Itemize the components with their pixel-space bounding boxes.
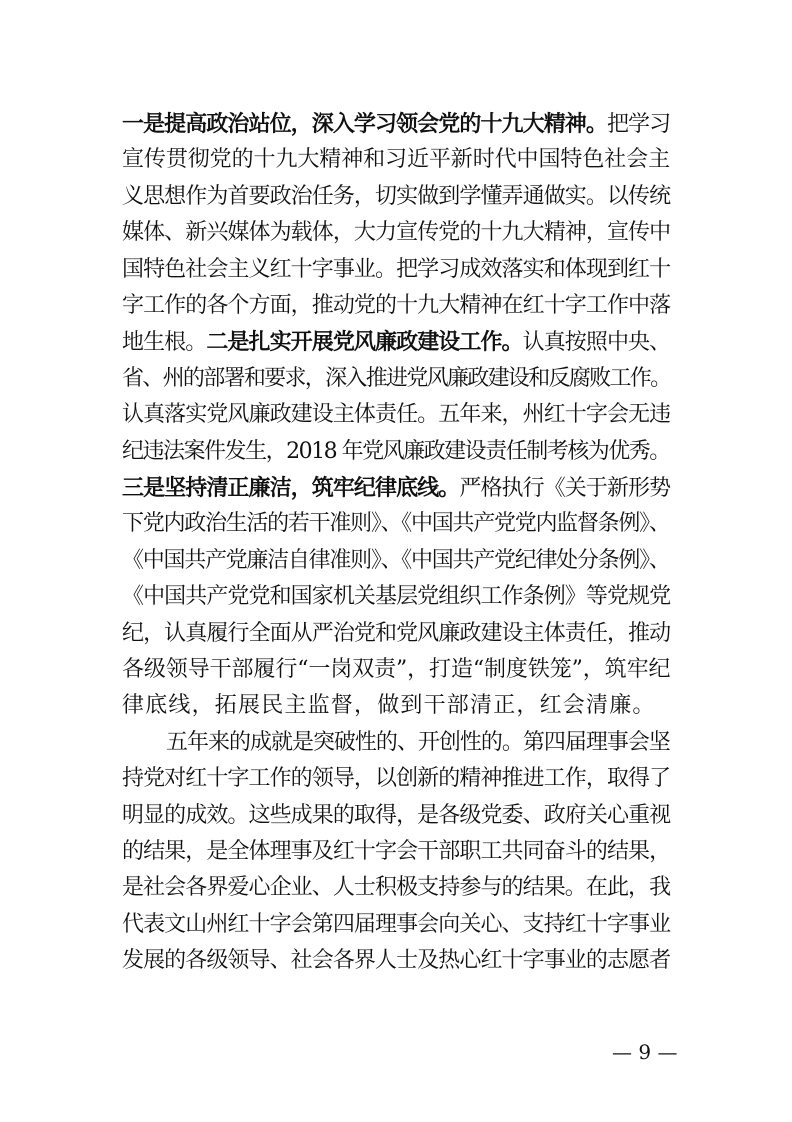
body-text-segment: 的结果，是全体理事及红十字会干部职工共同奋斗的结果， xyxy=(122,839,671,864)
body-text-segment: 《中国共产党廉洁自律准则》、《中国共产党纪律处分条例》、 xyxy=(122,547,670,573)
text-line xyxy=(122,688,670,724)
bold-heading-text: 二是扎实开展党风廉政建设工作。 xyxy=(206,329,523,356)
body-text-segment: 纪违法案件发生，2018 年党风廉政建设责任制考核为优秀。 xyxy=(122,438,670,464)
text-line xyxy=(122,543,670,579)
text-line xyxy=(122,142,670,178)
text-line xyxy=(122,798,670,834)
text-line xyxy=(122,288,670,324)
body-text-segment: 《中国共产党党和国家机关基层党组织工作条例》等党规党 xyxy=(122,584,671,610)
body-text-segment: 持党对红十字工作的领导，以创新的精神推进工作，取得了 xyxy=(122,766,671,792)
text-line xyxy=(122,943,670,979)
body-text-segment: 国特色社会主义红十字事业。把学习成效落实和体现到红十 xyxy=(122,256,671,282)
body-text-segment: 媒体、新兴媒体为载体，大力宣传党的十九大精神，宣传中 xyxy=(122,220,671,246)
text-line xyxy=(122,215,670,251)
body-text-segment: 义思想作为首要政治任务，切实做到学懂弄通做实。以传统 xyxy=(122,183,671,209)
body-text-segment: 明显的成效。这些成果的取得，是各级党委、政府关心重视 xyxy=(122,802,671,828)
text-line xyxy=(122,579,670,615)
body-text-segment: 代表文山州红十字会第四届理事会向关心、支持红十字事业 xyxy=(122,911,671,937)
body-text-segment: 字工作的各个方面，推动党的十九大精神在红十字工作中落 xyxy=(122,293,671,318)
body-text-segment: 认真落实党风廉政建设主体责任。五年来，州红十字会无违 xyxy=(122,402,671,428)
text-line xyxy=(122,870,670,906)
text-line xyxy=(122,252,670,288)
page-number: — 9 — xyxy=(612,1040,678,1064)
text-line xyxy=(122,470,670,506)
body-text-segment: 纪，认真履行全面从严治党和党风廉政建设主体责任，推动 xyxy=(122,620,671,646)
text-line xyxy=(122,179,670,215)
text-line xyxy=(122,907,670,943)
body-text-segment: 律底线，拓展民主监督，做到干部清正，红会清廉。 xyxy=(122,693,656,719)
text-line xyxy=(122,834,670,870)
bold-heading-text: 三是坚持清正廉洁，筑牢纪律底线。 xyxy=(122,475,460,501)
body-text-segment: 省、州的部署和要求，深入推进党风廉政建设和反腐败工作。 xyxy=(122,365,671,391)
bold-heading-text: 一是提高政治站位，深入学习领会党的十九大精神。 xyxy=(122,111,607,137)
body-text-segment: 发展的各级领导、社会各界人士及热心红十字事业的志愿者 xyxy=(122,948,671,974)
text-line xyxy=(122,434,670,470)
text-line xyxy=(122,106,670,142)
body-text-segment: 把学习 xyxy=(606,112,671,137)
text-line xyxy=(122,324,670,360)
body-text-segment: 是社会各界爱心企业、人士积极支持参与的结果。在此，我 xyxy=(122,875,671,901)
text-line xyxy=(122,761,670,797)
body-text-segment: 下党内政治生活的若干准则》、《中国共产党党内监督条例》、 xyxy=(122,511,670,537)
text-line xyxy=(122,652,670,688)
body-text-segment: 五年来的成就是突破性的、开创性的。第四届理事会坚 xyxy=(166,729,670,755)
text-line xyxy=(166,725,670,761)
body-text-segment: 地生根。 xyxy=(122,330,207,356)
text-line xyxy=(122,616,670,652)
body-text-segment: 认真按照中央、 xyxy=(522,330,671,356)
body-text-segment: 严格执行《关于新形势 xyxy=(459,476,671,501)
text-line xyxy=(122,397,670,433)
text-line xyxy=(122,506,670,542)
body-text-segment: 各级领导干部履行“一岗双责”，打造“制度铁笼”，筑牢纪 xyxy=(122,657,671,682)
text-line xyxy=(122,361,670,397)
body-text-segment: 宣传贯彻党的十九大精神和习近平新时代中国特色社会主 xyxy=(122,147,671,173)
